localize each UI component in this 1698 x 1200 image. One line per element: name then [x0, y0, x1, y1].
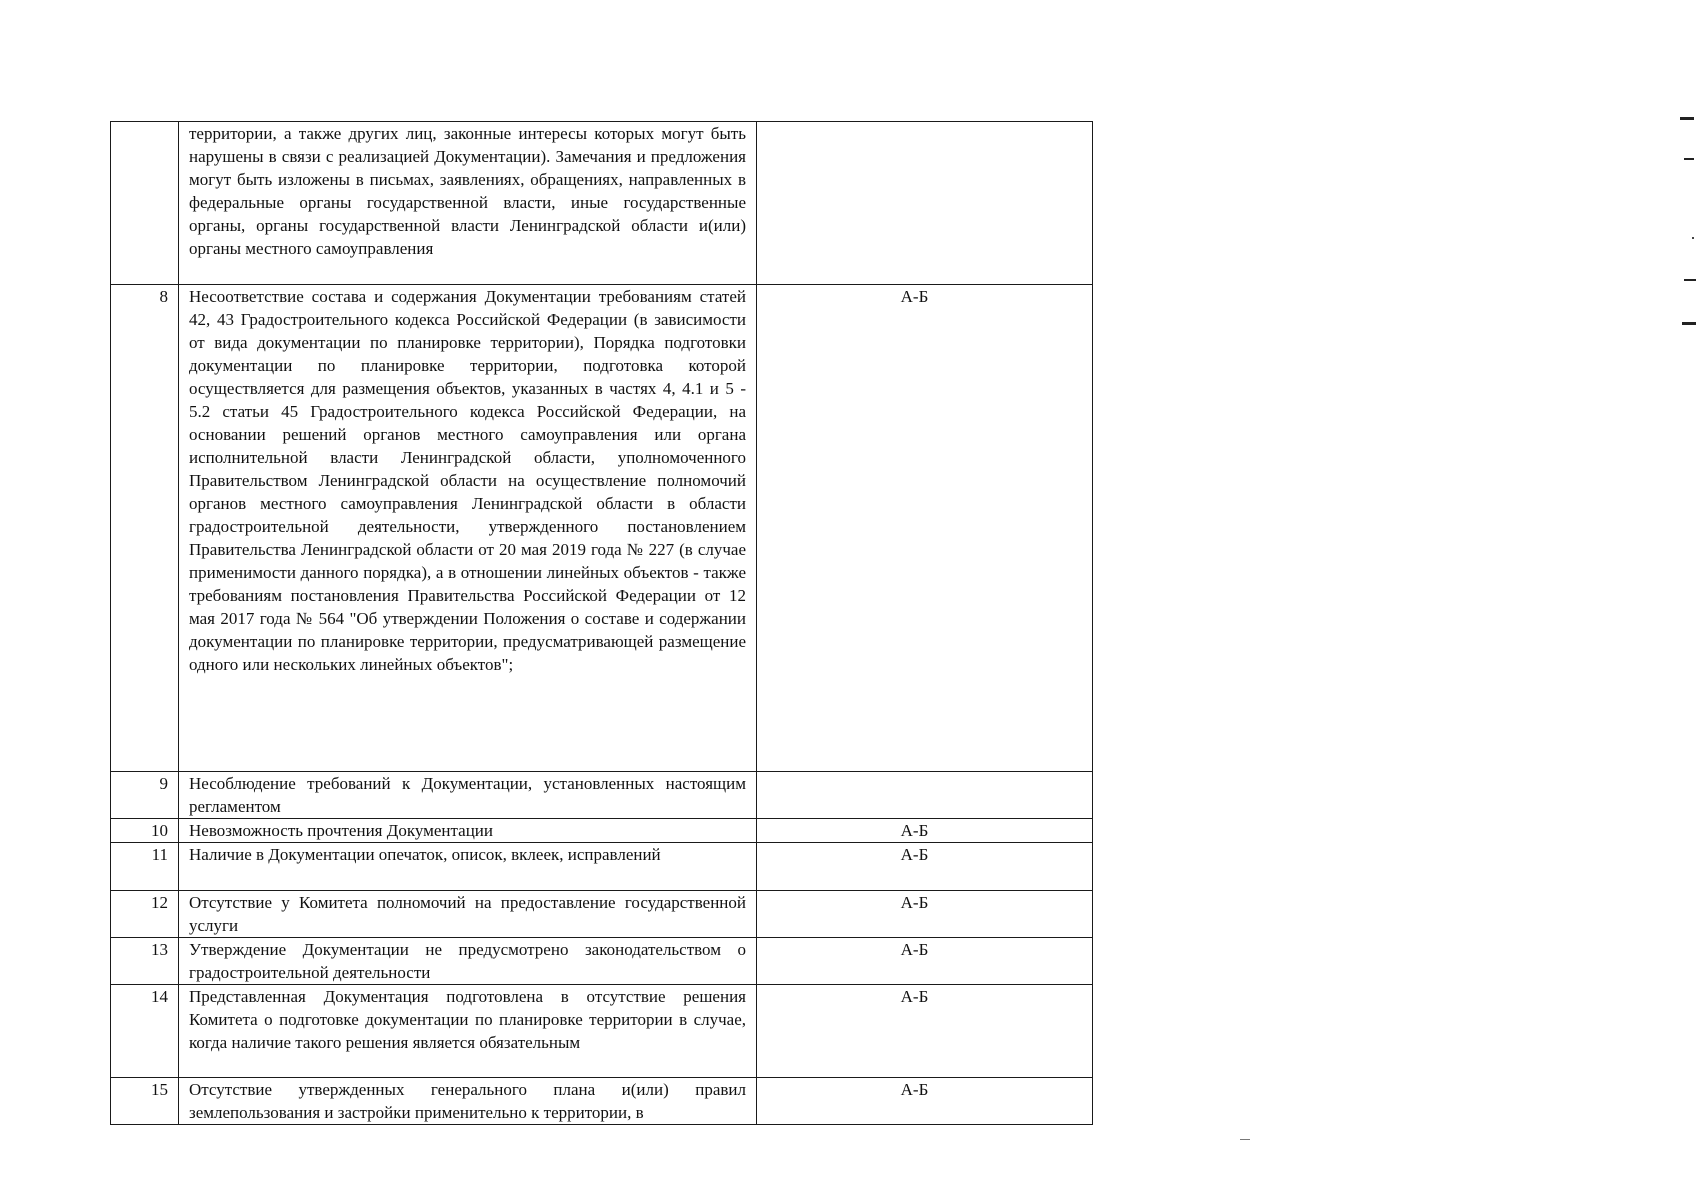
row-number: 9	[111, 772, 179, 819]
row-number: 10	[111, 819, 179, 843]
row-text: Утверждение Документации не предусмотрено законодательством о градостроительной деятельности	[179, 938, 757, 985]
table-row	[111, 938, 1093, 985]
row-code	[757, 772, 1093, 819]
scan-mark	[1692, 237, 1694, 239]
table-row	[111, 285, 1093, 772]
row-text: Несоответствие состава и содержания Документации требованиям статей 42, 43 Градостроительного кодекса Российской Федерации (в зависимости от вида документации по планировке территории), Порядка подготовки документации по планировке территории, подготовка которой осуществляется для размещения объектов, указанных в частях 4, 4.1 и 5 - 5.2 статьи 45 Градостроительного кодекса Российской Федерации, на основании решений органов местного самоуправления или органа исполнительной власти Ленинградской области, уполномоченного Правительством Ленинградской области на осуществление полномочий органов местного самоуправления Ленинградской области в области градостроительной деятельности, утвержденного постановлением Правительства Ленинградской области от 20 мая 2019 года № 227 (в случае применимости данного порядка), а в отношении линейных объектов - также требованиям постановления Правительства Российской Федерации от 12 мая 2017 года № 564 "Об утверждении Положения о составе и содержании документации по планировке территории, предусматривающей размещение одного или нескольких линейных объектов";	[179, 285, 757, 772]
scan-mark	[1682, 322, 1696, 325]
requirements-table	[110, 121, 1093, 1125]
row-code: А-Б	[757, 1078, 1093, 1125]
row-code: А-Б	[757, 985, 1093, 1078]
row-code: А-Б	[757, 938, 1093, 985]
row-number: 12	[111, 891, 179, 938]
table-row	[111, 1078, 1093, 1125]
row-number: 11	[111, 843, 179, 891]
table-row	[111, 985, 1093, 1078]
row-text: территории, а также других лиц, законные интересы которых могут быть нарушены в связи с реализацией Документации). Замечания и предложения могут быть изложены в письмах, заявлениях, обращениях, направленных в федеральные органы государственной власти, иные государственные органы, органы государственной власти Ленинградской области и(или) органы местного самоуправления	[179, 122, 757, 285]
row-number: 15	[111, 1078, 179, 1125]
row-text: Наличие в Документации опечаток, описок, вклеек, исправлений	[179, 843, 757, 891]
row-code: А-Б	[757, 285, 1093, 772]
row-text: Представленная Документация подготовлена в отсутствие решения Комитета о подготовке документации по планировке территории в случае, когда наличие такого решения является обязательным	[179, 985, 757, 1078]
row-text: Несоблюдение требований к Документации, установленных настоящим регламентом	[179, 772, 757, 819]
table-row	[111, 819, 1093, 843]
row-number: 13	[111, 938, 179, 985]
row-number: 8	[111, 285, 179, 772]
scan-mark	[1684, 279, 1696, 281]
row-code: А-Б	[757, 843, 1093, 891]
row-number	[111, 122, 179, 285]
row-number: 14	[111, 985, 179, 1078]
row-code: А-Б	[757, 891, 1093, 938]
scan-mark	[1240, 1139, 1250, 1140]
scan-mark	[1684, 158, 1694, 160]
table-row	[111, 772, 1093, 819]
row-code: А-Б	[757, 819, 1093, 843]
table-row	[111, 843, 1093, 891]
table-row	[111, 122, 1093, 285]
row-code	[757, 122, 1093, 285]
table-row	[111, 891, 1093, 938]
row-text: Невозможность прочтения Документации	[179, 819, 757, 843]
scan-mark	[1680, 117, 1694, 120]
row-text: Отсутствие у Комитета полномочий на предоставление государственной услуги	[179, 891, 757, 938]
row-text: Отсутствие утвержденных генерального плана и(или) правил землепользования и застройки применительно к территории, в	[179, 1078, 757, 1125]
